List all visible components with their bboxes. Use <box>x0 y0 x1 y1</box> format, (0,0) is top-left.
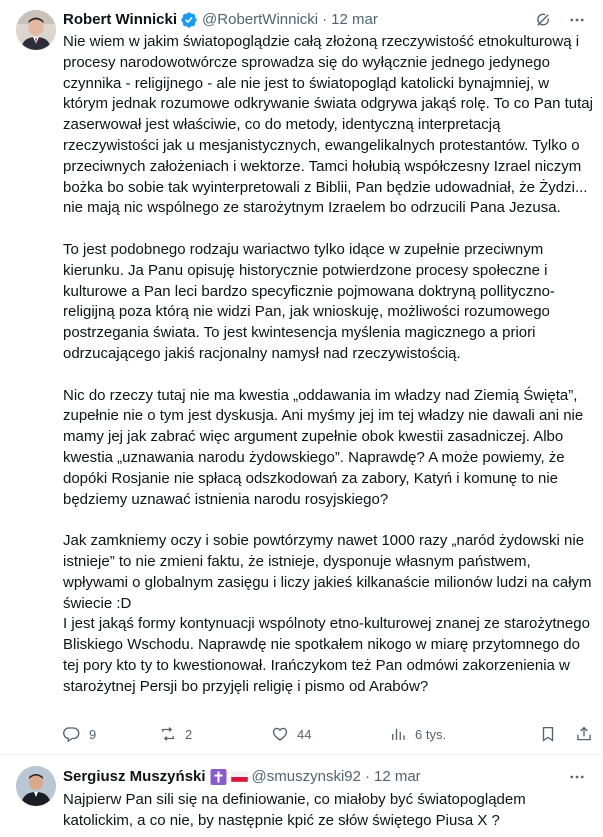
reply-button[interactable] <box>63 725 159 743</box>
bookmark-button[interactable] <box>539 725 557 743</box>
verified-badge-icon <box>180 11 198 29</box>
tweet-paragraph: I jest jakąś formy kontynuacji wspólnoty etno-kulturowej znanej ze starożytnego Bliskiego Wschodu. Naprawdę nie spotkałem nikogo w miarę przytomnego do tej pory kto ty to kwestionował. Irańczykom też Pan odmówi zakorzenienia w starożytnej Persji bo przyjęli religię i pismo od Arabów? <box>63 615 590 695</box>
views-button[interactable] <box>389 725 509 743</box>
tweet-actions <box>63 722 593 746</box>
author-handle[interactable]: @smuszynski92 <box>251 768 361 785</box>
more-dots-icon[interactable] <box>567 10 587 30</box>
views-icon <box>389 725 407 743</box>
secondary-actions <box>539 725 593 743</box>
avatar[interactable] <box>16 766 56 806</box>
reply-icon <box>63 725 81 743</box>
tweet-text <box>63 32 593 698</box>
tweet-date[interactable]: 12 mar <box>373 768 421 785</box>
retweet-icon <box>159 725 177 743</box>
tweet-paragraph: Nic do rzeczy tutaj nie ma kwestia „oddawania im władzy nad Ziemią Święta”, zupełnie nie o tym jest dyskusja. Ani myśmy jej im tej władzy nie dawali ani nie mamy jej jak zabrać więc argument zupełnie obok kwestii zasadniczej. Albo kwestia „uznawania narodu żydowskiego”. Naprawdę? A może powiemy, że dopóki Rosjanie nie spłacą odszkodowań za zabory, Katyń i komunę to nie będziemy uznawać istnienia narodu rosyjskiego? <box>63 386 584 508</box>
grok-icon[interactable] <box>533 10 553 30</box>
paragraph-gap <box>63 365 593 386</box>
cross-emoji-icon <box>210 769 227 785</box>
tweet-paragraph: Nie wiem w jakim światopoglądzie całą złożoną rzeczywistość etnokulturową i procesy narodowotwórcze sprowadza się do wyłącznie jednego jedynego czynnika - religijnego - ale nie jest to światopogląd katolicki bynajmniej, w którym jednak rozumowe odkrywanie świata odgrywa jakąś rolę. To co Pan tutaj zaserwował jest właściwie, co do metody, identyczną interpretacją rzeczywistości jak u mesjanistycznych, ewangelikalnych protestantów. Tylko o przeciwnych założeniach i wektorze. Tamci hołubią współczesny Izrael niczym bożka bo sobie tak wyinterpretowali z Biblii, Pan będzie udowadniał, że Żydzi... nie mają nic wspólnego ze starożytnym Izraelem bo odrzucili Pana Jezusa. <box>63 33 593 217</box>
like-count: 44 <box>297 726 312 742</box>
paragraph-gap <box>63 219 593 240</box>
like-button[interactable] <box>271 725 389 743</box>
retweet-button[interactable] <box>159 725 271 743</box>
heart-icon <box>271 725 289 743</box>
avatar-image <box>16 766 56 806</box>
header-actions <box>567 767 587 787</box>
share-icon <box>575 725 593 743</box>
header-actions <box>533 10 587 30</box>
poland-flag-icon <box>231 769 248 785</box>
tweet-paragraph: Najpierw Pan sili się na definiowanie, co miałoby być światopoglądem katolickim, a co nie, by następnie kpić ze słów świętego Piusa X ? <box>63 791 526 829</box>
author-handle[interactable]: @RobertWinnicki <box>202 11 319 28</box>
views-count: 6 tys. <box>415 726 447 742</box>
tweet-paragraph: Jak zamkniemy oczy i sobie powtórzymy nawet 1000 razy „naród żydowski nie istnieje” to nie zmieni faktu, że istnieje, dysponuje własnym państwem, wpływami o globalnym zasięgu i liczy jakieś kilkanaście milionów ludzi na całym świecie :D <box>63 532 592 612</box>
reply-count: 9 <box>89 726 97 742</box>
more-dots-icon[interactable] <box>567 767 587 787</box>
author-name[interactable]: Robert Winnicki <box>63 11 178 28</box>
separator-dot: · <box>322 11 328 28</box>
author-name[interactable]: Sergiusz Muszyński <box>63 768 206 785</box>
tweet-date[interactable]: 12 mar <box>331 11 378 28</box>
bookmark-icon <box>539 725 557 743</box>
avatar-image <box>16 10 56 50</box>
tweet-header <box>63 767 587 787</box>
tweet-text <box>63 790 593 832</box>
paragraph-gap <box>63 510 593 531</box>
tweet-header <box>63 10 587 30</box>
avatar[interactable] <box>16 10 56 50</box>
separator-dot: · <box>364 768 370 785</box>
share-button[interactable] <box>575 725 593 743</box>
retweet-count: 2 <box>185 726 193 742</box>
tweet-paragraph: To jest podobnego rodzaju wariactwo tylko idące w zupełnie przeciwnym kierunku. Ja Panu opisuję historycznie potwierdzone procesy społeczne i kulturowe a Pan leci bardzo specyficznie pojmowana doktryną pollityczno-religijną poza którą nie widzi Pan, jak wnioskuję, możliwości rozumowego postrzegania świata. To jest kwintesencja myślenia magicznego a priori odrzucającego jakiś racjonalny namysł nad rzeczywistością. <box>63 240 555 362</box>
